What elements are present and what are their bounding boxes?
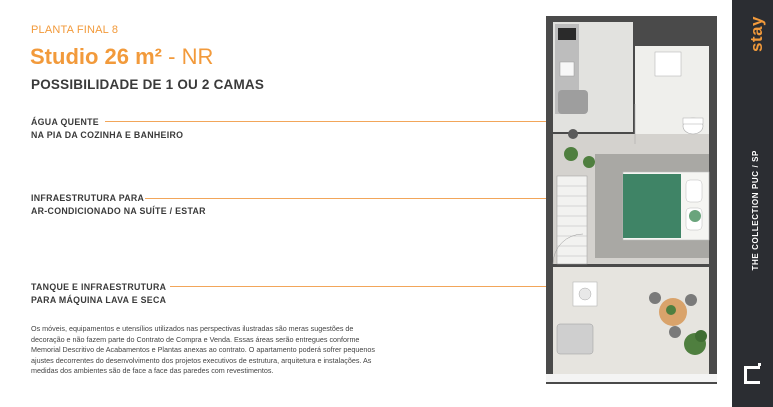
callout-air-conditioning [31, 192, 206, 218]
callout-ac-line2: AR-CONDICIONADO NA SUÍTE / ESTAR [31, 206, 206, 216]
brand-logo: stay [747, 16, 766, 53]
callout-laundry [31, 281, 166, 307]
studio-floorplan-icon [543, 14, 721, 386]
plan-label: PLANTA FINAL 8 [31, 24, 119, 36]
legal-disclaimer: Os móveis, equipamentos e utensílios utilizados nas perspectivas ilustradas são meras sugestões de decoração e não fazem parte do Contrato de Compra e Venda. Essas áreas serão entregues conforme Memorial Descritivo de Acabamentos e Plantas anexas ao contrato. O apartamento poderá sofrer pequenos ajustes decorrentes do desenvolvimento dos projetos executivos de estrutura, arquitetura e instalações. As medidas dos ambientes são de face a face das paredes com revestimentos. [31, 324, 375, 376]
title-suffix: - NR [162, 44, 214, 69]
c-logo-icon [743, 363, 763, 385]
page-title [30, 44, 213, 70]
project-name: THE COLLECTION PUC / SP [751, 150, 760, 271]
callout-ac-line1: INFRAESTRUTURA PARA [31, 193, 145, 203]
page-subtitle: POSSIBILIDADE DE 1 OU 2 CAMAS [31, 77, 265, 92]
callout-ac-leader [145, 198, 601, 199]
callout-hot-water-leader [105, 121, 583, 122]
callout-laundry-leader [170, 286, 588, 287]
callout-hot-water-line2: NA PIA DA COZINHA E BANHEIRO [31, 130, 184, 140]
callout-laundry-line2: PARA MÁQUINA LAVA E SECA [31, 295, 167, 305]
callout-laundry-line1: TANQUE E INFRAESTRUTURA [31, 282, 167, 292]
callout-hot-water-line1: ÁGUA QUENTE [31, 117, 99, 127]
callout-hot-water [31, 116, 183, 142]
brand-sidebar [732, 0, 773, 407]
title-main: Studio 26 m² [30, 44, 163, 69]
